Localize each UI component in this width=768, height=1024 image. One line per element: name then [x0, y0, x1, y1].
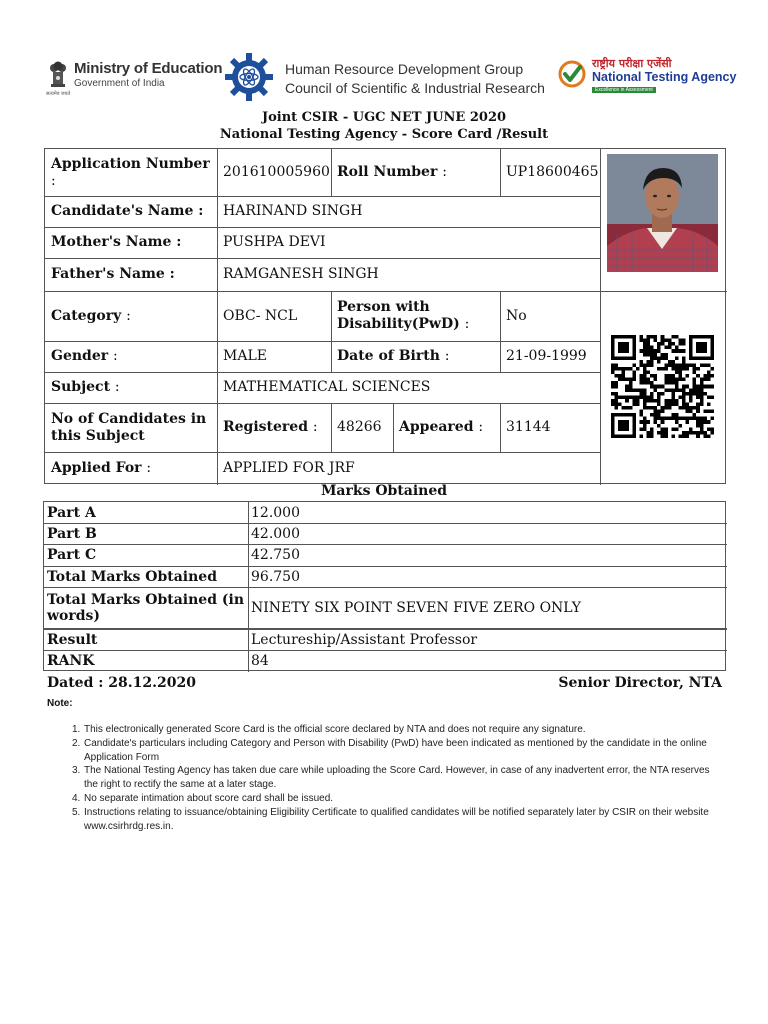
candidate-photo: [607, 154, 718, 272]
note-item: 5. Instructions relating to issuance/obtaining Eligibility Certificate to qualified candidates will be notified separately later by CSIR on their website www.csirhrdg.res.in.: [72, 806, 709, 832]
father-name-value: RAMGANESH SINGH: [223, 266, 379, 282]
roll-number-label: Roll Number :: [337, 164, 447, 180]
registered-value: 48266: [337, 419, 382, 435]
pwd-label: Person with Disability(PwD) :: [337, 299, 470, 332]
category-value: OBC- NCL: [223, 307, 298, 324]
candidate-name-label: Candidate's Name :: [51, 203, 204, 219]
qr-code: [611, 334, 714, 439]
pwd-value: No: [506, 307, 527, 324]
result-label: Result: [47, 631, 98, 648]
candidate-name-value: HARINAND SINGH: [223, 203, 363, 219]
nta-hindi-name: राष्ट्रीय परीक्षा एजेंसी: [592, 57, 672, 70]
csir-line1: Human Resource Development Group: [285, 61, 524, 77]
registered-label: Registered :: [223, 419, 318, 435]
dated-text: Dated : 28.12.2020: [47, 675, 196, 691]
appeared-value: 31144: [506, 419, 551, 435]
gender-label: Gender :: [51, 348, 118, 364]
emblem-caption: सत्यमेव जयते: [46, 91, 71, 97]
part-a-value: 12.000: [251, 504, 300, 521]
csir-gear-icon: [224, 52, 274, 102]
category-label: Category :: [51, 307, 131, 324]
note-item: 1. This electronically generated Score Card is the official score declared by NTA and does not require any signature.: [72, 724, 586, 735]
subject-value: MATHEMATICAL SCIENCES: [223, 379, 431, 395]
total-marks-label: Total Marks Obtained: [47, 568, 217, 585]
father-name-label: Father's Name :: [51, 266, 175, 282]
national-emblem-icon: [46, 58, 70, 94]
dob-label: Date of Birth :: [337, 348, 450, 364]
rank-value: 84: [251, 652, 269, 669]
application-number-value: 201610005960: [223, 164, 330, 180]
applied-for-value: APPLIED FOR JRF: [223, 460, 355, 476]
part-c-label: Part C: [47, 547, 97, 563]
candidate-details-table: [44, 148, 726, 484]
roll-number-value: UP18600465: [506, 164, 599, 180]
num-candidates-label: No of Candidates in this Subject: [51, 410, 207, 444]
nta-check-icon: [558, 60, 586, 88]
applied-for-label: Applied For :: [51, 460, 152, 476]
csir-logo: [224, 50, 554, 106]
scorecard-title: National Testing Agency - Score Card /Result: [219, 127, 549, 142]
note-item: 4. No separate intimation about score card shall be issued.: [72, 792, 334, 804]
part-b-value: 42.000: [251, 525, 300, 542]
result-value: Lectureship/Assistant Professor: [251, 631, 478, 648]
exam-title: Joint CSIR - UGC NET JUNE 2020: [261, 110, 507, 125]
mother-name-value: PUSHPA DEVI: [223, 234, 326, 250]
note-item: 3. The National Testing Agency has taken due care while uploading the Score Card. However, in case of any inadvertent error, the NTA reserves the right to rectify the same at a later stage.: [72, 765, 710, 791]
part-a-label: Part A: [47, 504, 96, 521]
nta-tagline: Excellence in Assessment: [592, 87, 656, 93]
dob-value: 21-09-1999: [506, 348, 587, 364]
part-c-value: 42.750: [251, 547, 300, 563]
total-marks-value: 96.750: [251, 568, 300, 585]
marks-table: [43, 501, 726, 671]
part-b-label: Part B: [47, 525, 97, 542]
application-number-label: Application Number :: [51, 155, 210, 189]
nta-logo: [558, 56, 738, 96]
mother-name-label: Mother's Name :: [51, 234, 182, 250]
rank-label: RANK: [47, 652, 95, 669]
marks-obtained-title: Marks Obtained: [320, 483, 448, 499]
signatory-text: Senior Director, NTA: [558, 675, 722, 691]
ministry-subtitle: Government of India: [74, 78, 165, 89]
total-marks-words-label: Total Marks Obtained (in words): [47, 591, 244, 624]
nta-name: National Testing Agency: [592, 70, 737, 84]
subject-label: Subject :: [51, 379, 120, 395]
appeared-label: Appeared :: [399, 419, 484, 435]
total-marks-words-value: NINETY SIX POINT SEVEN FIVE ZERO ONLY: [251, 599, 581, 616]
csir-line2: Council of Scientific & Industrial Research: [285, 80, 545, 96]
ministry-of-education-logo: [46, 56, 226, 98]
ministry-title: Ministry of Education: [74, 60, 223, 77]
note-label: Note:: [47, 698, 73, 709]
note-item: 2. Candidate's particulars including Category and Person with Disability (PwD) have been indicated as mentioned by the candidate in the online Application Form: [72, 737, 707, 763]
notes-list: [72, 723, 724, 833]
gender-value: MALE: [223, 348, 267, 364]
